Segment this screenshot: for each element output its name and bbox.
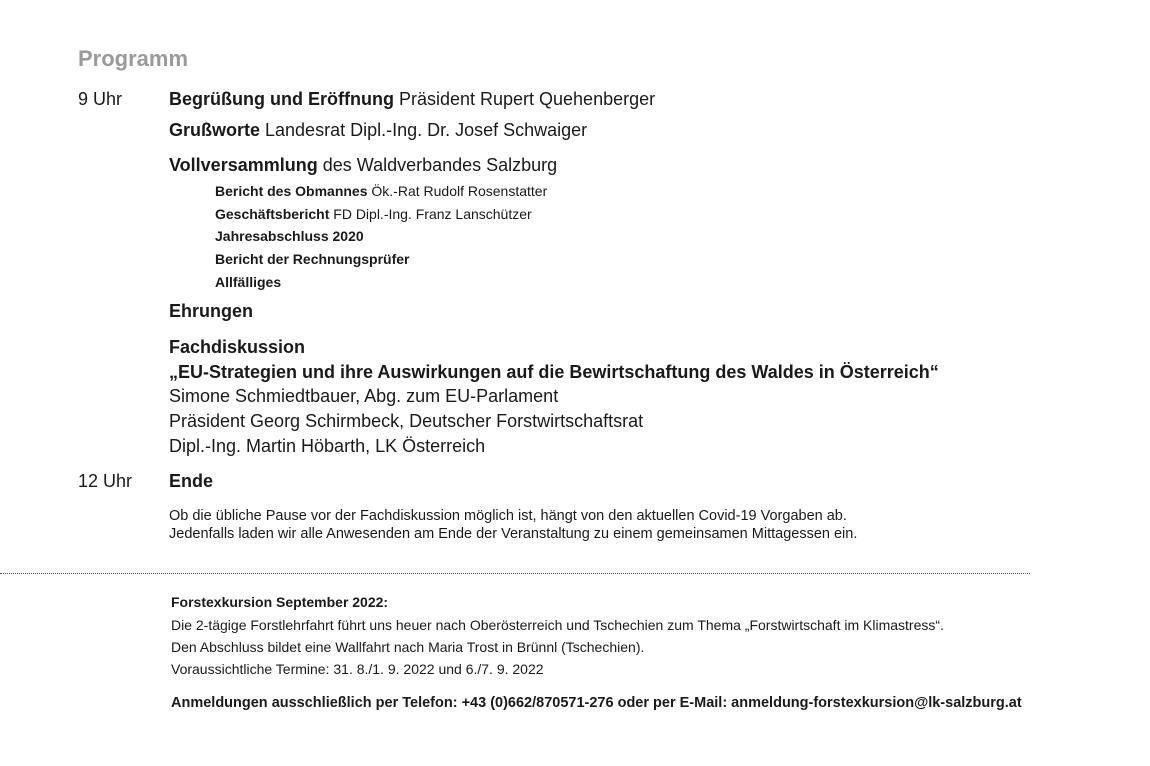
agenda-item	[215, 251, 409, 267]
greetings-speaker: Landesrat Dipl.-Ing. Dr. Josef Schwaiger	[260, 120, 588, 140]
assembly-label: Vollversammlung	[169, 155, 318, 175]
time-end: 12 Uhr	[78, 471, 133, 491]
note-line: Ob die übliche Pause vor der Fachdiskussion möglich ist, hängt von den aktuellen Covid-19 Vorgaben ab.	[169, 508, 847, 524]
excursion-line: Voraussichtliche Termine: 31. 8./1. 9. 2022 und 6./7. 9. 2022	[171, 661, 544, 677]
program-item-greetings	[169, 120, 587, 141]
agenda-item-label: Geschäftsbericht	[215, 206, 330, 222]
agenda-item	[215, 206, 532, 222]
agenda-item-label: Bericht der Rechnungsprüfer	[215, 251, 410, 267]
time-start: 9 Uhr	[78, 89, 123, 109]
excursion-line: Den Abschluss bildet eine Wallfahrt nach Maria Trost in Brünnl (Tschechien).	[171, 639, 645, 655]
registration-info: Anmeldungen ausschließlich per Telefon: +43 (0)662/870571-276 oder per E-Mail: anmeldung-forstexkursion@lk-salzburg.at	[171, 695, 1022, 711]
agenda-item	[215, 183, 547, 199]
end-label: Ende	[169, 471, 214, 491]
agenda-item-detail: Ök.-Rat Rudolf Rosenstatter	[367, 183, 548, 199]
discussion-heading: Fachdiskussion	[169, 337, 306, 357]
discussion-topic: „EU-Strategien und ihre Auswirkungen auf die Bewirtschaftung des Waldes in Österreich“	[169, 362, 939, 382]
welcome-speaker: Präsident Rupert Quehenberger	[393, 89, 656, 109]
excursion-line: Die 2-tägige Forstlehrfahrt führt uns heuer nach Oberösterreich und Tschechien zum Thema „Forstwirtschaft im Klimastress“.	[171, 617, 944, 633]
program-item-welcome	[169, 89, 655, 110]
discussion-speaker: Dipl.-Ing. Martin Höbarth, LK Österreich	[169, 436, 486, 456]
discussion-speaker: Präsident Georg Schirmbeck, Deutscher Forstwirtschaftsrat	[169, 411, 644, 431]
discussion-speaker: Simone Schmiedtbauer, Abg. zum EU-Parlament	[169, 386, 559, 406]
page-title: Programm	[78, 46, 189, 71]
agenda-item-label: Bericht des Obmannes	[215, 183, 368, 199]
agenda-item	[215, 228, 364, 244]
assembly-detail: des Waldverbandes Salzburg	[317, 155, 558, 175]
honors-heading: Ehrungen	[169, 301, 253, 321]
agenda-item-detail: FD Dipl.-Ing. Franz Lanschützer	[329, 206, 532, 222]
agenda-item-label: Allfälliges	[215, 274, 282, 290]
excursion-heading: Forstexkursion September 2022:	[171, 594, 389, 610]
note-line: Jedenfalls laden wir alle Anwesenden am Ende der Veranstaltung zu einem gemeinsamen Mittagessen ein.	[169, 526, 858, 542]
welcome-label: Begrüßung und Eröffnung	[169, 89, 394, 109]
greetings-label: Grußworte	[169, 120, 261, 140]
agenda-item-label: Jahresabschluss 2020	[215, 228, 364, 244]
program-item-assembly	[169, 155, 557, 176]
dotted-divider	[0, 573, 1030, 574]
agenda-item	[215, 274, 281, 290]
